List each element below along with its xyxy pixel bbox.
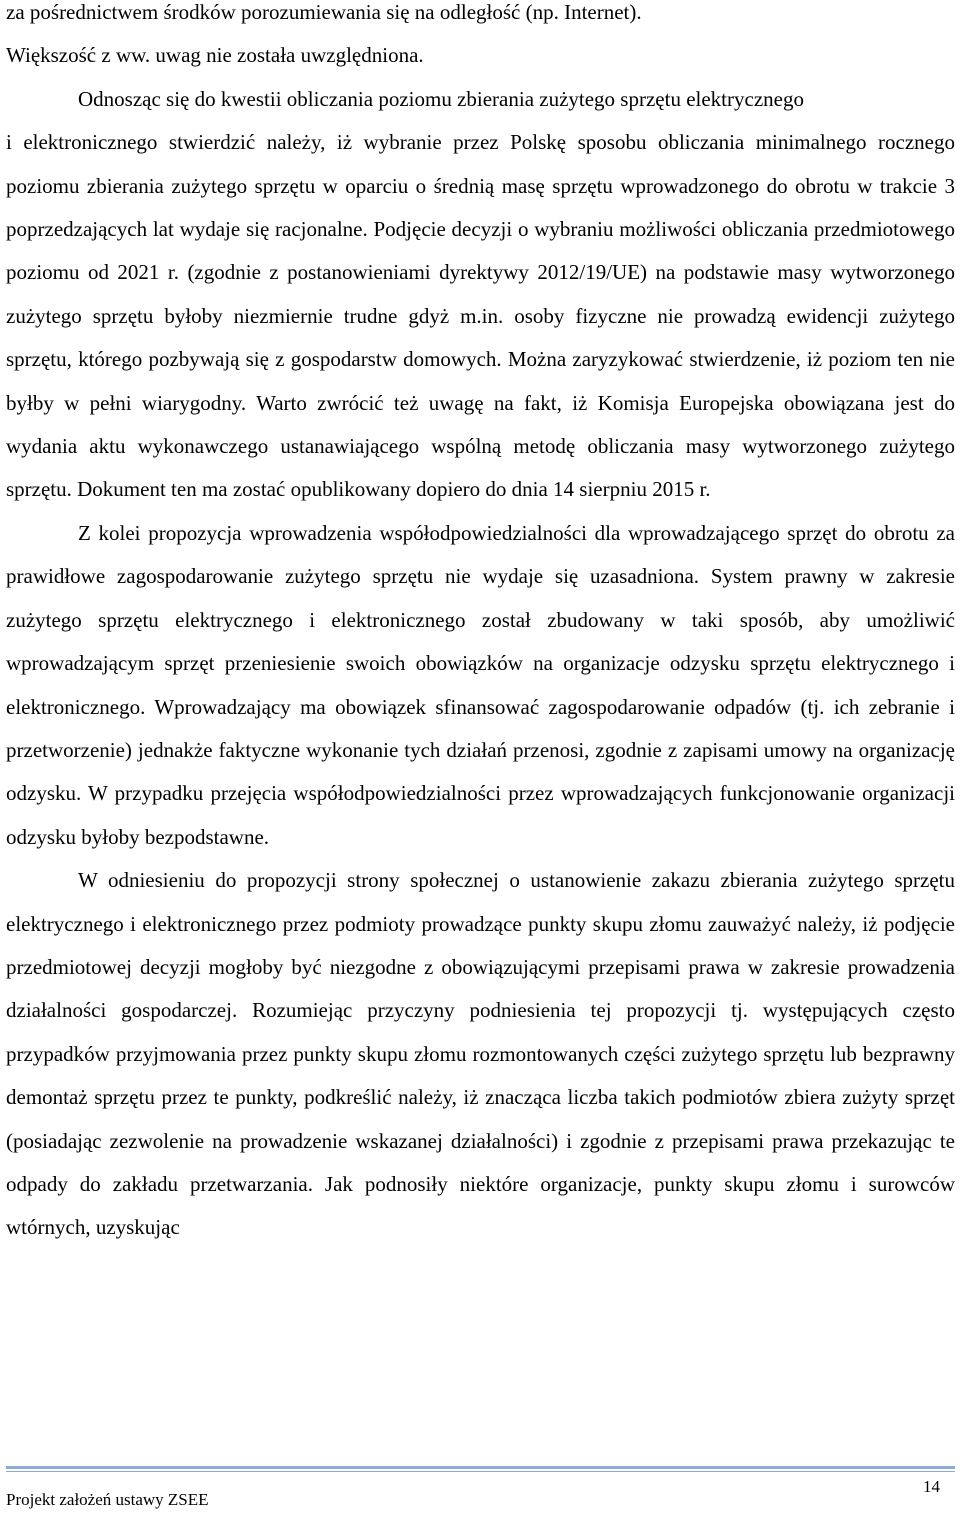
footer-divider <box>6 1466 955 1469</box>
document-body <box>6 0 955 1250</box>
paragraph-1-body: i elektronicznego stwierdzić należy, iż wybranie przez Polskę sposobu obliczania minimalnego rocznego poziomu zbierania zużytego sprzętu w oparciu o średnią masę sprzętu wprowadzonego do obrotu w trakcie 3 poprzedzających lat wydaje się racjonalne. Podjęcie decyzji o wybraniu możliwości obliczania przedmiotowego poziomu od 2021 r. (zgodnie z postanowieniami dyrektywy 2012/19/UE) na podstawie masy wytworzonego zużytego sprzętu byłoby niezmiernie trudne gdyż m.in. osoby fizyczne nie prowadzą ewidencji zużytego sprzętu, którego pozbywają się z gospodarstw domowych. Można zaryzykować stwierdzenie, iż poziom ten nie byłby w pełni wiarygodny. Warto zwrócić też uwagę na fakt, iż Komisja Europejska obowiązana jest do wydania aktu wykonawczego ustanawiającego wspólną metodę obliczania masy wytworzonego zużytego sprzętu. Dokument ten ma zostać opublikowany dopiero do dnia 14 sierpniu 2015 r. <box>6 130 955 502</box>
footer-document-title: Projekt założeń ustawy ZSEE <box>6 1490 209 1509</box>
paragraph-2: Z kolei propozycja wprowadzenia współodpowiedzialności dla wprowadzającego sprzęt do obrotu za prawidłowe zagospodarowanie zużytego sprzętu nie wydaje się uzasadniona. System prawny w zakresie zużytego sprzętu elektrycznego i elektronicznego został zbudowany w taki sposób, aby umożliwić wprowadzającym sprzęt przeniesienie swoich obowiązków na organizacje odzysku sprzętu elektrycznego i elektronicznego. Wprowadzający ma obowiązek sfinansować zagospodarowanie odpadów (tj. ich zebranie i przetworzenie) jednakże faktyczne wykonanie tych działań przenosi, zgodnie z zapisami umowy na organizację odzysku. W przypadku przejęcia współodpowiedzialności przez wprowadzających funkcjonowanie organizacji odzysku byłoby bezpodstawne. <box>6 520 955 849</box>
paragraph-1-first-line: Odnosząc się do kwestii obliczania poziomu zbierania zużytego sprzętu elektrycznego <box>78 86 804 111</box>
carry-over-line-1: za pośrednictwem środków porozumiewania się na odległość (np. Internet). <box>6 0 642 24</box>
paragraph-3: W odniesieniu do propozycji strony społecznej o ustanowienie zakazu zbierania zużytego sprzętu elektrycznego i elektronicznego przez podmioty prowadzące punkty skupu złomu zauważyć należy, iż podjęcie przedmiotowej decyzji mogłoby być niezgodne z obowiązującymi przepisami prawa w zakresie prowadzenia działalności gospodarczej. Rozumiejąc przyczyny podniesienia tej propozycji tj. występujących często przypadków przyjmowania przez punkty skupu złomu rozmontowanych części zużytego sprzętu lub bezprawny demontaż sprzętu przez te punkty, podkreślić należy, iż znacząca liczba takich podmiotów zbiera zużyty sprzęt (posiadając zezwolenie na prowadzenie wskazanej działalności) i zgodnie z przepisami prawa przekazując te odpady do zakładu przetwarzania. Jak podnosiły niektóre organizacje, punkty skupu złomu i surowców wtórnych, uzyskując <box>6 868 955 1240</box>
carry-over-line-2: Większość z ww. uwag nie została uwzględniona. <box>6 43 424 68</box>
page-number: 14 <box>923 1477 940 1496</box>
